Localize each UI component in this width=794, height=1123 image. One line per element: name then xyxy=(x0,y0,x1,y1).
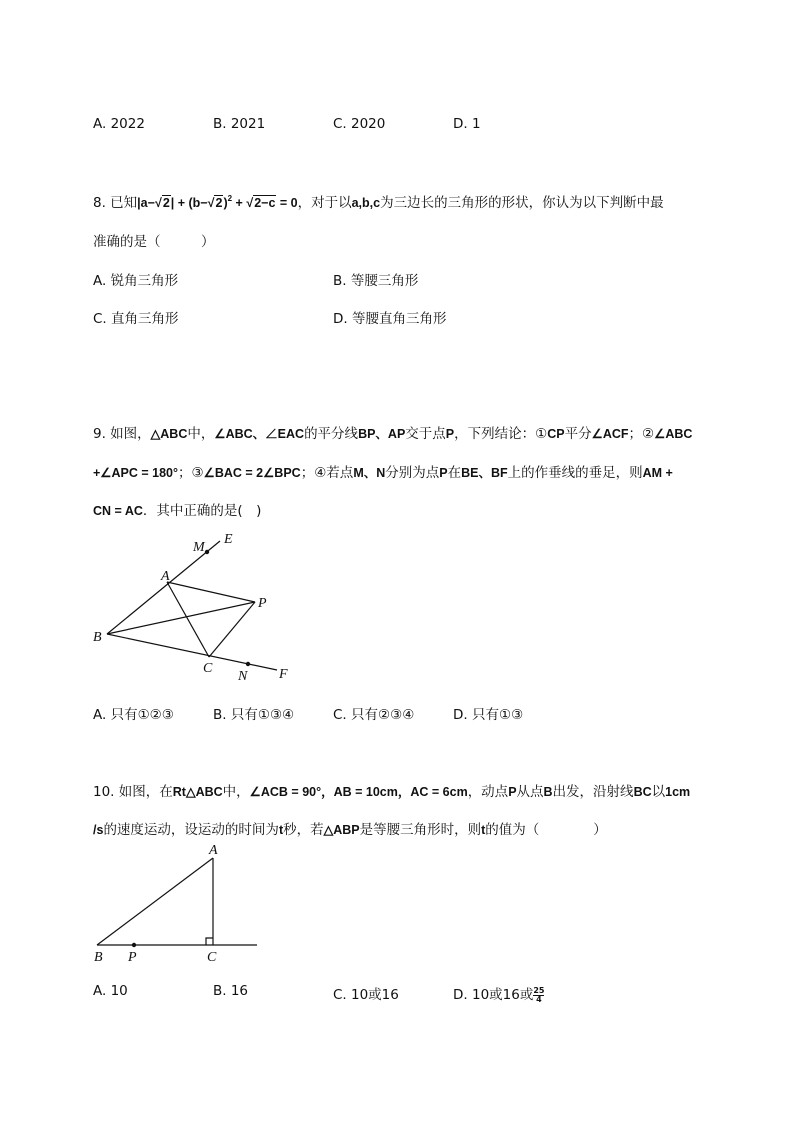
ray-bf xyxy=(107,634,277,670)
q9-stem-line1: 9. 如图，△ABC中，∠ABC、∠EAC的平分线BP、AP交于点P，下列结论：①CP平分∠ACF；②∠ABC xyxy=(93,426,693,442)
label-n: N xyxy=(238,669,248,684)
label-a: A xyxy=(209,843,218,858)
label-f: F xyxy=(279,667,288,682)
point-p xyxy=(132,943,136,947)
q10-option-c[interactable]: C. 10或16 xyxy=(333,987,399,1003)
label-b: B xyxy=(93,630,102,645)
segment-ab xyxy=(97,858,213,945)
point-n xyxy=(246,662,250,666)
q10-option-d[interactable] xyxy=(453,983,544,1004)
q9-option-d[interactable]: D. 只有①③ xyxy=(453,707,524,723)
label-a: A xyxy=(161,569,170,584)
q8-option-a[interactable]: A. 锐角三角形 xyxy=(93,273,179,289)
q9-figure xyxy=(85,530,305,690)
q8-option-d[interactable]: D. 等腰直角三角形 xyxy=(333,311,447,327)
q10-stem-line1: 10. 如图，在Rt△ABC中，∠ACB = 90°，AB = 10cm，AC = 6cm，动点P从点B出发，沿射线BC以1cm xyxy=(93,784,691,800)
q10-stem-line2: /s的速度运动，设运动的时间为t秒，若△ABP是等腰三角形时，则t的值为（ ） xyxy=(93,822,607,838)
label-c: C xyxy=(207,950,217,965)
q8-option-b[interactable]: B. 等腰三角形 xyxy=(333,273,419,289)
q9-stem-line3: CN = AC．其中正确的是( ) xyxy=(93,503,262,519)
q10-option-a[interactable]: A. 10 xyxy=(93,983,128,999)
label-m: M xyxy=(193,540,205,555)
q9-option-c[interactable]: C. 只有②③④ xyxy=(333,707,415,723)
q10-option-b[interactable]: B. 16 xyxy=(213,983,249,999)
q7-option-b[interactable]: B. 2021 xyxy=(213,116,266,132)
right-angle-mark xyxy=(206,938,213,945)
label-c: C xyxy=(203,661,213,676)
q7-option-c[interactable]: C. 2020 xyxy=(333,116,386,132)
q8-expression: $|a-√2| + (b-√2)^2 + √2-c = 0$ xyxy=(137,194,298,210)
fraction-25-4: $\frac{25}{4}$ xyxy=(533,985,545,1004)
q9-option-a[interactable]: A. 只有①②③ xyxy=(93,707,174,723)
q9-option-b[interactable]: B. 只有①③④ xyxy=(213,707,295,723)
label-e: E xyxy=(224,532,233,547)
q8-option-c[interactable]: C. 直角三角形 xyxy=(93,311,179,327)
q10-option-d-label: D. 10或16或 xyxy=(453,987,534,1003)
label-b: B xyxy=(94,950,103,965)
point-m xyxy=(205,550,209,554)
q10-figure xyxy=(85,840,275,970)
q8-stem-line1: 8. 已知$|a-√2| + (b-√2)^2 + √2-c = 0$，对于以a,b,c为三边长的三角形的形状，你认为以下判断中最 xyxy=(93,194,664,211)
q8-stem-line2: 准确的是（ ） xyxy=(93,234,215,250)
label-p: P xyxy=(258,596,267,611)
q7-option-a[interactable]: A. 2022 xyxy=(93,116,145,132)
q9-stem-line2: +∠APC = 180°；③∠BAC = 2∠BPC；④若点M、N分别为点P在BE、BF上的作垂线的垂足，则AM + xyxy=(93,465,673,481)
label-p: P xyxy=(128,950,137,965)
q7-option-d[interactable]: D. 1 xyxy=(453,116,481,132)
segment-ap xyxy=(167,582,255,602)
